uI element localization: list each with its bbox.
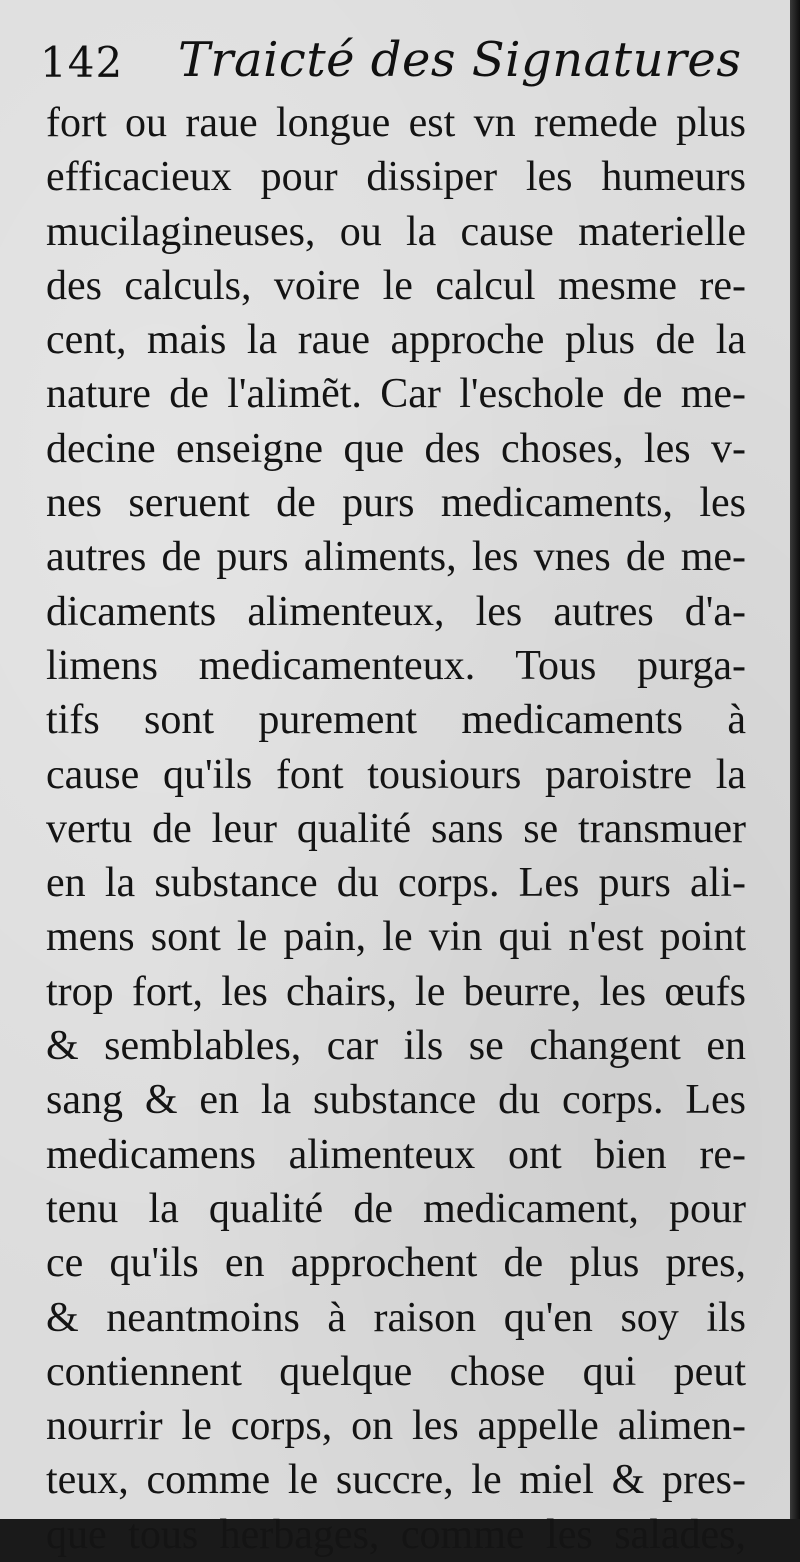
text-line: mens sont le pain, le vin qui n'est point [46, 914, 746, 961]
text-line: trop fort, les chairs, le beurre, les œufs [46, 968, 746, 1015]
page-edge-shadow [790, 0, 800, 1519]
text-line: des calculs, voire le calcul mesme re- [46, 262, 746, 309]
text-line: nature de l'alimẽt. Car l'eschole de me- [46, 371, 746, 418]
text-line: autres de purs aliments, les vnes de me- [46, 534, 746, 581]
text-line: & semblables, car ils se changent en [46, 1023, 746, 1070]
text-line: tenu la qualité de medicament, pour [46, 1185, 746, 1232]
text-line: limens medicamenteux. Tous purga- [46, 642, 746, 689]
running-title: Traicté des Signatures [178, 32, 742, 88]
text-line: que tous herbages, comme les salades, [46, 1511, 746, 1558]
text-line: dicaments alimenteux, les autres d'a- [46, 588, 746, 635]
text-line: vertu de leur qualité sans se transmuer [46, 805, 746, 852]
text-line: nourrir le corps, on les appelle alimen- [46, 1403, 746, 1450]
page-header [40, 30, 760, 100]
text-line: & neantmoins à raison qu'en soy ils [46, 1294, 746, 1341]
text-line: cent, mais la raue approche plus de la [46, 317, 746, 364]
text-line: efficacieux pour dissiper les humeurs [46, 154, 746, 201]
text-line: contiennent quelque chose qui peut [46, 1348, 746, 1395]
text-line: fort ou raue longue est vn remede plus [46, 100, 746, 146]
text-line: mucilagineuses, ou la cause materielle [46, 208, 746, 255]
text-line: ce qu'ils en approchent de plus pres, [46, 1240, 746, 1287]
body-text [46, 96, 746, 1562]
page-number: 142 [40, 38, 124, 87]
text-line: decine enseigne que des choses, les v- [46, 425, 746, 472]
text-line: cause qu'ils font tousiours paroistre la [46, 751, 746, 798]
text-line: nes seruent de purs medicaments, les [46, 480, 746, 527]
text-line: sang & en la substance du corps. Les [46, 1077, 746, 1124]
text-line: medicamens alimenteux ont bien re- [46, 1131, 746, 1178]
text-line: teux, comme le succre, le miel & pres- [46, 1457, 746, 1504]
text-line: en la substance du corps. Les purs ali- [46, 860, 746, 907]
text-line: tifs sont purement medicaments à [46, 697, 746, 744]
